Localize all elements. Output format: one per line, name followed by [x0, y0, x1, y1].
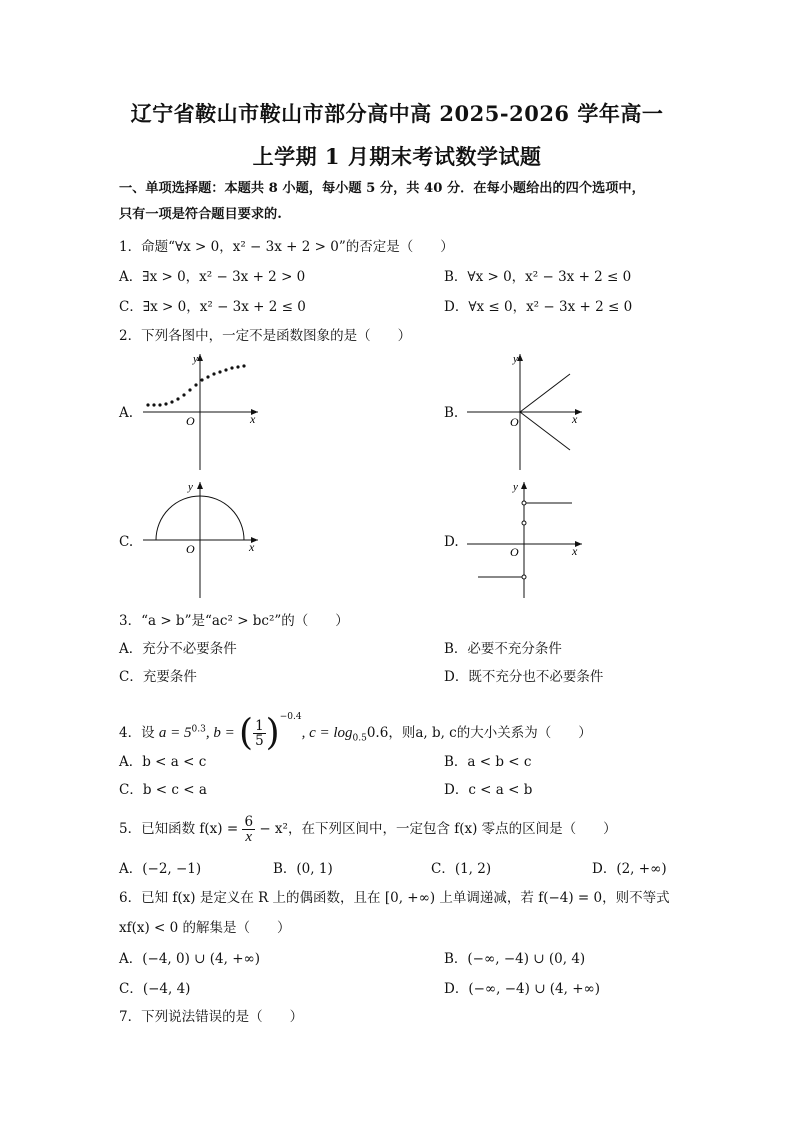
q4-option-c: C．b < c < a: [119, 782, 207, 798]
q2b-origin: O: [510, 415, 519, 429]
q5-fraction: [242, 815, 255, 844]
section-heading: [119, 176, 689, 228]
q2d-origin: O: [510, 545, 519, 559]
q3-stem: 3．“a > b”是“ac² > bc²”的（ ）: [119, 613, 349, 629]
q2b-axis-y: y: [513, 353, 518, 365]
q5-option-d: D．(2, +∞): [592, 861, 667, 877]
q4-fraction: [253, 719, 266, 748]
q4-stem: [119, 700, 592, 756]
q4-c-base: 0.5: [352, 733, 367, 744]
q4-b-prefix: , b =: [205, 725, 235, 741]
q5-frac-den: x: [245, 829, 253, 845]
q2a-axis-y: y: [193, 353, 198, 365]
q6-option-d: D．(−∞, −4) ∪ (4, +∞): [444, 981, 601, 997]
q2d-axis-y: y: [513, 481, 518, 493]
exam-title-line2: 上学期 1 月期末考试数学试题: [252, 144, 542, 169]
q6-option-b: B．(−∞, −4) ∪ (0, 4): [444, 951, 586, 967]
q2c-axis-y: y: [188, 481, 193, 493]
section-heading-line2: 只有一项是符合题目要求的.: [119, 207, 282, 222]
q3-option-a: A．充分不必要条件: [119, 641, 237, 657]
q1-stem: 1．命题“∀x > 0，x² − 3x + 2 > 0”的否定是（ ）: [119, 239, 454, 255]
q5-prefix: 5．已知函数 f(x) =: [119, 821, 239, 837]
q4-option-a: A．b < a < c: [119, 754, 207, 770]
q5-stem: [119, 812, 617, 846]
q2-label-c: C.: [119, 534, 134, 550]
section-heading-line1: 一、单项选择题：本题共 8 小题，每小题 5 分，共 40 分．在每小题给出的四个选项中，: [119, 181, 645, 196]
q4-frac-den: 5: [255, 733, 264, 749]
q4-option-b: B．a < b < c: [444, 754, 532, 770]
q2b-axis-x: x: [572, 412, 578, 426]
q4-a-exp: 0.3: [191, 724, 206, 735]
q2a-axis-x: x: [250, 412, 256, 426]
exam-title-line1: 辽宁省鞍山市鞍山市部分高中高 2025-2026 学年高一: [130, 101, 664, 126]
q1-option-a: A．∃x > 0，x² − 3x + 2 > 0: [119, 269, 306, 285]
q2-label-b: B.: [444, 405, 459, 421]
q6-stem-line2: xf(x) < 0 的解集是（ ）: [119, 920, 291, 936]
q4-suffix: ，则a, b, c的大小关系为（ ）: [388, 725, 592, 741]
q4-prefix: 4．设: [119, 725, 155, 741]
q2-stem: 2．下列各图中，一定不是函数图象的是（ ）: [119, 328, 412, 344]
q7-stem: 7．下列说法错误的是（ ）: [119, 1009, 304, 1025]
q6-option-c: C．(−4, 4): [119, 981, 191, 997]
q2c-axis-x: x: [249, 540, 255, 554]
q4-c-expr: , c = log: [301, 725, 353, 741]
q2c-origin: O: [186, 542, 195, 556]
q2-label-d: D.: [444, 534, 459, 550]
q4-option-d: D．c < a < b: [444, 782, 533, 798]
q2a-dotted-curve: [146, 364, 245, 406]
q2-graph-c: [138, 478, 268, 600]
q4-b-exp: −0.4: [279, 712, 302, 722]
q6-stem-line1: 6．已知 f(x) 是定义在 R 上的偶函数，且在 [0, +∞) 上单调递减，若 f(−4) = 0，则不等式: [119, 890, 670, 906]
q2-label-a: A.: [119, 405, 134, 421]
q2-graph-a: [138, 350, 268, 472]
q2-graph-d: [462, 478, 592, 600]
q1-option-d: D．∀x ≤ 0，x² − 3x + 2 ≤ 0: [444, 299, 633, 315]
q4-frac-num: 1: [255, 718, 264, 734]
q1-option-c: C．∃x > 0，x² − 3x + 2 ≤ 0: [119, 299, 306, 315]
q3-option-d: D．既不充分也不必要条件: [444, 669, 604, 685]
q5-option-a: A．(−2, −1): [119, 861, 202, 877]
q5-frac-num: 6: [244, 814, 254, 830]
q5-option-c: C．(1, 2): [431, 861, 492, 877]
q2d-axis-x: x: [572, 544, 578, 558]
q5-after: − x²，在下列区间中，一定包含 f(x) 零点的区间是（ ）: [259, 821, 617, 837]
q6-option-a: A．(−4, 0) ∪ (4, +∞): [119, 951, 261, 967]
q2-graph-b: [462, 350, 592, 472]
q1-option-b: B．∀x > 0，x² − 3x + 2 ≤ 0: [444, 269, 632, 285]
q2a-origin: O: [186, 414, 195, 428]
q3-option-c: C．充要条件: [119, 669, 197, 685]
q4-c-val: 0.6: [366, 725, 389, 741]
q5-option-b: B．(0, 1): [273, 861, 333, 877]
q4-paren-open: (: [239, 712, 254, 754]
q4-paren-close: ): [265, 712, 280, 754]
q4-a-expr: a = 5: [158, 725, 192, 741]
q3-option-b: B．必要不充分条件: [444, 641, 562, 657]
